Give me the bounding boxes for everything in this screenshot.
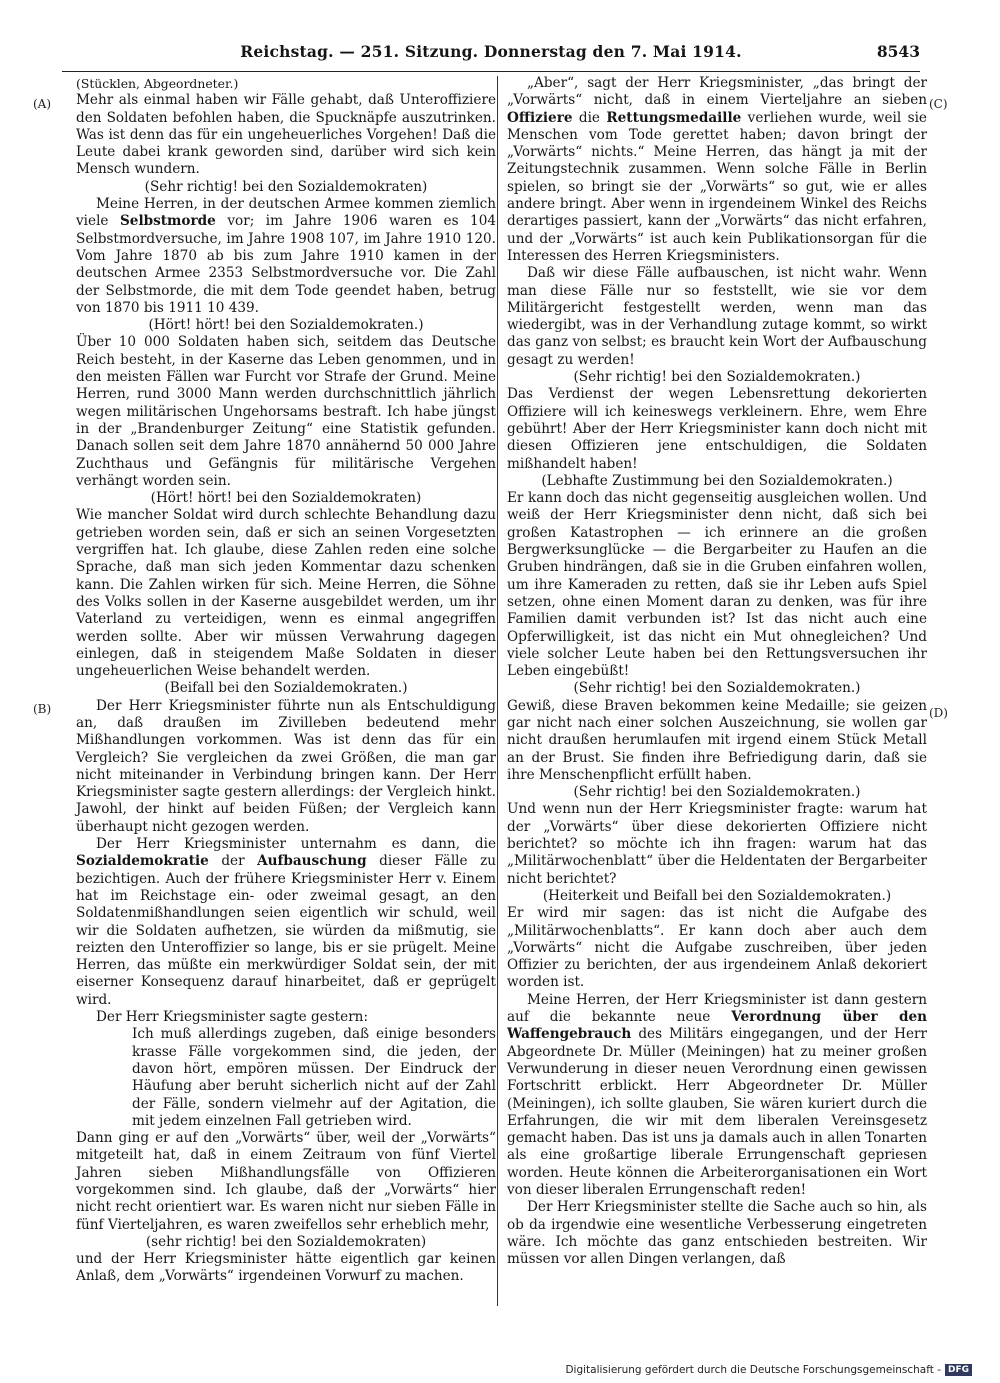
emphasis: Offiziere	[507, 109, 573, 126]
page-title: Reichstag. — 251. Sitzung. Donnerstag den 7. Mai 1914.	[240, 42, 742, 61]
right-column	[507, 75, 927, 1268]
emphasis: Verordnung über den Waffengebrauch	[507, 1009, 927, 1043]
interjection: (Heiterkeit und Beifall bei den Sozialdemokraten.)	[542, 887, 892, 904]
paragraph: Der Herr Kriegsminister sagte gestern:	[96, 1009, 369, 1026]
interjection: (Sehr richtig! bei den Sozialdemokraten.)	[573, 369, 861, 386]
paragraph: Über 10 000 Soldaten haben sich, seitdem das Deutsche Reich besteht, in der Kaserne das Leben genommen, und in den meisten Fällen war Furcht vor Strafe der Grund. Meine Herren, rund 3000 Mann werden durchschnittlich jährlich wegen militärischen Ungehorsams bestraft. Ich habe jüngst in der „Brandenburger Zeitung“ eine Statistik gefunden. Danach sollen seit dem Jahre 1870 annähernd 50 000 Jahre Zuchthaus und Gefängnis für militärische Vergehen verhängt worden sein.	[76, 334, 496, 489]
dfg-logo[interactable]: DFG	[945, 1364, 972, 1376]
paragraph: Mehr als einmal haben wir Fälle gehabt, daß Unteroffiziere den Soldaten befohlen haben, die Spucknäpfe auszutrinken. Was ist denn das für ein ungeheuerliches Vorgehen! Daß die Leute dabei krank geworden sind, darüber wird sich kein Mensch wundern.	[76, 92, 496, 178]
speaker-note: (Stücklen, Abgeordneter.)	[76, 76, 239, 91]
paragraph: und der Herr Kriegsminister hätte eigentlich gar keinen Anlaß, dem „Vorwärts“ irgendeinen Vorwurf zu machen.	[76, 1251, 496, 1285]
interjection: (Beifall bei den Sozialdemokraten.)	[164, 680, 408, 697]
block-quote: Ich muß allerdings zugeben, daß einige besonders krasse Fälle vorgekommen sind, die jeden, der davon hört, empören müssen. Der Eindruck der Häufung aber beruht sicherlich nicht auf der Zahl der Fälle, sondern vielmehr auf der Agitation, die mit jedem einzelnen Fall getrieben wird.	[132, 1026, 496, 1129]
paragraph: „Aber“, sagt der Herr Kriegsminister, „das bringt der „Vorwärts“ nicht, daß in einem Vierteljahre an sieben Offiziere die Rettungsmedaille verliehen wurde, weil sie Menschen vom Tode gerettet haben; davon bringt der „Vorwärts“ nichts.“ Meine Herren, das hängt ja mit der Zeitungstechnik zusammen. Wenn solche Fälle in Berlin spielen, so bringt sie der „Vorwärts“ so gut, wie er alles andere bringt. Aber wenn in irgendeinem Winkel des Reichs derartiges passiert, kann der „Vorwärts“ das nicht erfahren, und der „Vorwärts“ ist auch kein Publikationsorgan für die Interessen des Herren Kriegsministers.	[507, 75, 927, 264]
paragraph: Dann ging er auf den „Vorwärts“ über, weil der „Vorwärts“ mitgeteilt hat, daß in einem Zeitraum von fünf Viertel Jahren sieben Mißhandlungsfälle von Offizieren vorgekommen sind. Ich glaube, daß der „Vorwärts“ hier nicht recht orientiert war. Es waren nicht nur sieben Fälle in fünf Vierteljahren, es waren zweifellos sehr erheblich mehr,	[76, 1130, 496, 1233]
emphasis: Rettungsmedaille	[606, 109, 742, 126]
paragraph: Wie mancher Soldat wird durch schlechte Behandlung dazu getrieben worden sein, daß er sich an seinen Vorgesetzten vergriffen hat. Ich glaube, diese Zahlen reden eine solche Sprache, daß man sich jeden Kommentar dazu schenken kann. Die Zahlen wirken für sich. Meine Herren, die Söhne des Volks sollen in der Kaserne ausgebildet werden, um ihr Vaterland zu verteidigen, wenn es einmal angegriffen werden sollte. Aber wir müssen Verwahrung dagegen einlegen, daß in steigendem Maße Soldaten in dieser ungeheuerlichen Weise behandelt werden.	[76, 507, 496, 680]
emphasis: Selbstmorde	[119, 213, 216, 230]
paragraph: Der Herr Kriegsminister führte nun als Entschuldigung an, daß draußen im Zivilleben bedeutend mehr Mißhandlungen vorkommen. Was ist denn das für ein Vergleich? Sie vergleichen da zwei Größen, die man gar nicht miteinander in Verbindung bringen kann. Der Herr Kriegsminister sagte gestern allerdings: der Vergleich hinkt. Jawohl, der hinkt auf beiden Füßen; der Vergleich kann überhaupt nicht gezogen werden.	[76, 697, 496, 835]
paragraph: Er kann doch das nicht gegenseitig ausgleichen wollen. Und weiß der Herr Kriegsminister denn nicht, daß sich bei großen Katastrophen — ich erinnere an die großen Bergwerksunglücke — die Bergarbeiter zu Haufen an die Gruben hindrängen, daß sie in die Gruben einfahren wollen, um ihre Kameraden zu retten, daß sie ihr Leben aufs Spiel setzen, ohne einen Moment daran zu denken, was für ihre Familien damit verbunden ist? Ist das nicht auch eine Opferwilligkeit, ist das nicht ein Mut ohnegleichen? Und viele solcher Leute haben bei den Rettungsversuchen ihr Leben eingebüßt!	[507, 490, 927, 680]
interjection: (Hört! hört! bei den Sozialdemokraten.)	[148, 317, 424, 334]
paragraph: Daß wir diese Fälle aufbauschen, ist nicht wahr. Wenn man diese Fälle nur so feststellt, wie sie vor dem Militärgericht festgestellt werden, wenn man das wiedergibt, was in der Verhandlung zutage kommt, so wirkt das ganz von selbst; es braucht kein Wort der Aufbauschung gesagt zu werden!	[507, 265, 927, 368]
header-rule	[62, 71, 920, 72]
paragraph: Er wird mir sagen: das ist nicht die Aufgabe des „Militärwochenblatts“. Er kann doch aber auch dem „Vorwärts“ nicht die Aufgabe zuschreiben, über jeden Offizier zu berichten, der aus irgendeinem Anlaß dekoriert worden ist.	[507, 905, 927, 991]
paragraph: Meine Herren, der Herr Kriegsminister ist dann gestern auf die bekannte neue Verordnung über den Waffengebrauch des Militärs eingegangen, und der Herr Abgeordnete Dr. Müller (Meiningen) hat zu meiner großen Verwunderung in dieser neuen Verordnung einen gewissen Fortschritt erblickt. Herr Abgeordneter Dr. Müller (Meiningen), ich sollte glauben, Sie wären kuriert durch die Erfahrungen, die wir mit dem liberalen Vereinsgesetz gemacht haben. Das ist uns ja damals auch in allen Tonarten als eine großartige liberale Errungenschaft gepriesen worden. Heute können die Arbeiterorganisationen ein Wort von dieser liberalen Errungenschaft reden!	[507, 991, 927, 1198]
interjection: (sehr richtig! bei den Sozialdemokraten)	[145, 1233, 427, 1250]
page-number: 8543	[876, 42, 920, 61]
footer-credit	[565, 1364, 972, 1376]
paragraph: Meine Herren, in der deutschen Armee kommen ziemlich viele Selbstmorde vor; im Jahre 1906 waren es 104 Selbstmordversuche, im Jahre 1908 107, im Jahre 1910 120. Vom Jahre 1870 ab bis zum Jahre 1910 kamen in der deutschen Armee 2353 Selbstmordversuche vor. Die Zahl der Selbstmorde, die mit dem Tode geendet haben, betrug von 1870 bis 1911 10 439.	[76, 196, 496, 316]
margin-marker-c: (C)	[929, 97, 948, 111]
margin-marker-a: (A)	[33, 97, 52, 111]
left-column	[76, 75, 496, 1286]
margin-marker-d: (D)	[929, 706, 948, 720]
interjection: (Lebhafte Zustimmung bei den Sozialdemokraten.)	[541, 472, 893, 489]
emphasis: Aufbauschung	[257, 853, 367, 870]
paragraph: Gewiß, diese Braven bekommen keine Medaille; sie geizen gar nicht nach einer solchen Auszeichnung, sie wollen gar nicht draußen herumlaufen mit irgend einem Stück Metall an der Brust. Sie finden ihre Befriedigung darin, daß sie ihre Menschenpflicht erfüllt haben.	[507, 697, 927, 783]
interjection: (Sehr richtig! bei den Sozialdemokraten.)	[573, 784, 861, 801]
interjection: (Sehr richtig! bei den Sozialdemokraten.)	[573, 680, 861, 697]
page-header	[62, 42, 920, 68]
interjection: (Sehr richtig! bei den Sozialdemokraten)	[144, 178, 428, 195]
emphasis: Sozialdemokratie	[76, 853, 209, 870]
paragraph: Der Herr Kriegsminister unternahm es dann, die Sozialdemokratie der Aufbauschung dieser Fälle zu bezichtigen. Auch der frühere Kriegsminister Herr v. Einem hat im Reichstage ein- oder zweimal gesagt, an den Soldatenmißhandlungen seien eigentlich wir schuld, weil wir die Soldaten aufhetzen, sie würden da mißmutig, sie reizten den Unteroffizier so lange, bis er sie prügelt. Meine Herren, das müßte ein merkwürdiger Soldat sein, der mit eiserner Konsequenz darauf hinarbeitet, daß er geprügelt wird.	[76, 836, 496, 1008]
paragraph: Und wenn nun der Herr Kriegsminister fragte: warum hat der „Vorwärts“ über diese dekorierten Offiziere nicht berichtet? so möchte ich ihn fragen: warum hat das „Militärwochenblatt“ über die Heldentaten der Bergarbeiter nicht berichtet?	[507, 801, 927, 887]
column-divider	[497, 76, 498, 1306]
interjection: (Hört! hört! bei den Sozialdemokraten)	[150, 490, 422, 507]
paragraph: Der Herr Kriegsminister stellte die Sache auch so hin, als ob da irgendwie eine wesentliche Verbesserung eingetreten wäre. Ich möchte das ganz entschieden bestreiten. Wir müssen vor allen Dingen verlangen, daß	[507, 1199, 927, 1268]
paragraph: Das Verdienst der wegen Lebensrettung dekorierten Offiziere will ich keineswegs verkleinern. Ehre, wem Ehre gebührt! Aber der Herr Kriegsminister kann doch nicht mit diesen Offizieren jene entschuldigen, die Soldaten mißhandelt haben!	[507, 386, 927, 472]
margin-marker-b: (B)	[33, 702, 52, 716]
footer-text: Digitalisierung gefördert durch die Deutsche Forschungsgemeinschaft -	[565, 1364, 941, 1376]
